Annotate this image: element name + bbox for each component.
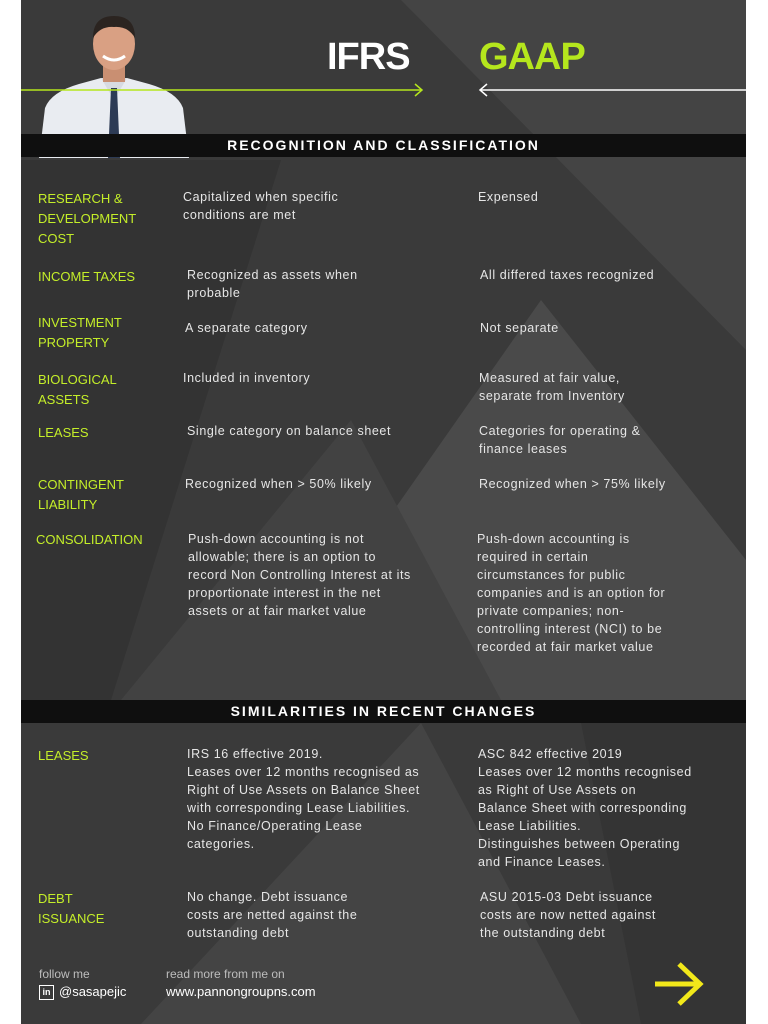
cell-gaap-leases-changes: ASC 842 effective 2019 Leases over 12 months recognised as Right of Use Assets on Balance Sheet with corresponding Lease Liabilities. Distinguishes between Operating and Finance Leases. <box>478 747 692 869</box>
social-handle-link[interactable]: @sasapejic <box>59 984 127 999</box>
row-label-rnd: RESEARCH & DEVELOPMENT COST <box>38 191 137 246</box>
gaap-title: GAAP <box>479 36 585 78</box>
section-title-similarities: SIMILARITIES IN RECENT CHANGES <box>21 700 746 723</box>
cell-ifrs-leases: Single category on balance sheet <box>187 424 392 438</box>
follow-label: follow me <box>39 967 90 981</box>
infographic-card <box>21 0 746 1024</box>
row-label-consolidation: CONSOLIDATION <box>36 532 143 547</box>
cell-ifrs-leases-changes: IRS 16 effective 2019. Leases over 12 months recognised as Right of Use Assets on Balance Sheet with corresponding Lease Liabilities. No Finance/Operating Lease categories. <box>187 747 420 851</box>
cell-ifrs-debt-issuance: No change. Debt issuance costs are netted against the outstanding debt <box>187 890 358 940</box>
arrow-right-icon <box>21 82 431 98</box>
arrow-left-icon <box>476 82 746 98</box>
row-label-leases: LEASES <box>38 425 89 440</box>
cell-ifrs-consolidation: Push-down accounting is not allowable; there is an option to record Non Controlling Interest at its proportionate interest in the net assets or at fair market value <box>188 532 411 618</box>
cell-ifrs-income-taxes: Recognized as assets when probable <box>187 268 358 300</box>
ifrs-title: IFRS <box>327 36 410 78</box>
cell-gaap-income-taxes: All differed taxes recognized <box>480 268 655 282</box>
read-more-label: read more from me on <box>166 967 285 981</box>
arrow-right-icon[interactable] <box>653 958 705 1010</box>
cell-gaap-investment-property: Not separate <box>480 321 559 335</box>
cell-ifrs-contingent-liability: Recognized when > 50% likely <box>185 477 372 491</box>
cell-gaap-debt-issuance: ASU 2015-03 Debt issuance costs are now netted against the outstanding debt <box>480 890 656 940</box>
cell-gaap-contingent-liability: Recognized when > 75% likely <box>479 477 666 491</box>
cell-ifrs-biological-assets: Included in inventory <box>183 371 311 385</box>
cell-gaap-leases: Categories for operating & finance leases <box>479 424 641 456</box>
row-label-contingent-liability: CONTINGENT LIABILITY <box>38 477 124 512</box>
row-label-income-taxes: INCOME TAXES <box>38 269 136 284</box>
website-link[interactable]: www.pannongroupns.com <box>166 984 316 999</box>
cell-gaap-rnd: Expensed <box>478 190 539 204</box>
section-title-recognition: RECOGNITION AND CLASSIFICATION <box>21 134 746 157</box>
row-label-biological-assets: BIOLOGICAL ASSETS <box>38 372 117 407</box>
linkedin-icon[interactable]: in <box>39 985 54 1000</box>
row-label-leases-changes: LEASES <box>38 748 89 763</box>
cell-gaap-consolidation: Push-down accounting is required in certain circumstances for public companies and is an option for private companies; non- controlling interest (NCI) to be recorded at fair market value <box>477 532 666 654</box>
row-label-debt-issuance: DEBT ISSUANCE <box>38 891 105 926</box>
cell-ifrs-investment-property: A separate category <box>185 321 308 335</box>
cell-ifrs-rnd: Capitalized when specific conditions are met <box>183 190 339 222</box>
cell-gaap-biological-assets: Measured at fair value, separate from Inventory <box>479 371 625 403</box>
row-label-investment-property: INVESTMENT PROPERTY <box>38 315 122 350</box>
